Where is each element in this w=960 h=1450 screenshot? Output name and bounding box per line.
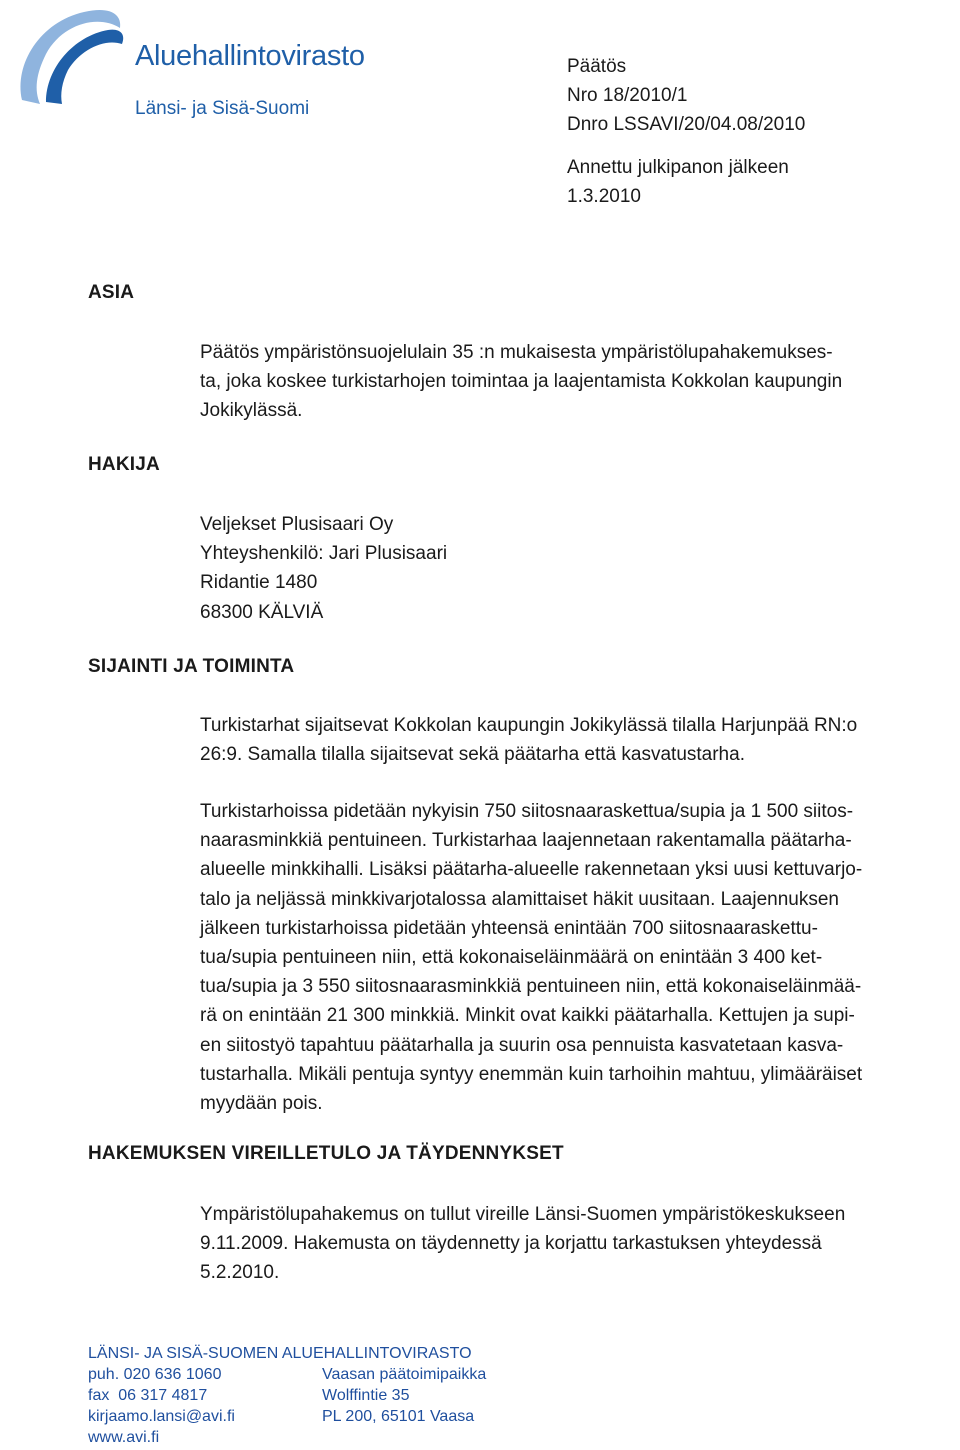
applicant-name: Veljekset Plusisaari Oy bbox=[200, 514, 394, 535]
decision-type: Päätös bbox=[567, 56, 627, 77]
footer-postal: PL 200, 65101 Vaasa bbox=[322, 1408, 475, 1425]
text-line: en siitostyö tapahtuu päätarhalla ja suurin osa pennuista kasvatetaan kasva- bbox=[200, 1034, 844, 1056]
sijainti-para-2 bbox=[200, 797, 958, 1118]
footer-street: Wolffintie 35 bbox=[322, 1387, 410, 1404]
text-line: Turkistarhat sijaitsevat Kokkolan kaupungin Jokikylässä tilalla Harjunpää RN:o bbox=[200, 715, 858, 736]
text-line: 5.2.2010. bbox=[200, 1262, 280, 1284]
heading-asia: ASIA bbox=[88, 282, 135, 303]
avi-logo-icon bbox=[10, 4, 135, 124]
sijainti-para-1 bbox=[200, 711, 958, 769]
footer-phone: puh. 020 636 1060 bbox=[88, 1366, 222, 1383]
text-line: tua/supia pentuineen niin, että kokonaiseläinmäärä on enintään 3 400 ket- bbox=[200, 947, 823, 969]
text-line: Jokikylässä. bbox=[200, 400, 303, 422]
decision-number: Nro 18/2010/1 bbox=[567, 85, 688, 106]
text-line: ta, joka koskee turkistarhojen toimintaa ja laajentamista Kokkolan kaupungin bbox=[200, 371, 843, 393]
text-line: 9.11.2009. Hakemusta on täydennetty ja korjattu tarkastuksen yhteydessä bbox=[200, 1233, 822, 1255]
text-line: myydään pois. bbox=[200, 1093, 323, 1115]
footer-fax: fax 06 317 4817 bbox=[88, 1387, 208, 1404]
asia-text bbox=[200, 338, 958, 426]
applicant-street: Ridantie 1480 bbox=[200, 572, 318, 594]
hakemus-text bbox=[200, 1200, 958, 1288]
decision-dnro: Dnro LSSAVI/20/04.08/2010 bbox=[567, 114, 806, 135]
text-line: tustarhalla. Mikäli pentuja syntyy enemmän kuin tarhoihin mahtuu, ylimääräiset bbox=[200, 1063, 863, 1085]
logo-name: Aluehallintovirasto bbox=[135, 40, 365, 72]
text-line: talo ja neljässä minkkivarjotalossa alamittaiset häkit uusitaan. Laajennuksen bbox=[200, 888, 839, 910]
footer-org: LÄNSI- JA SISÄ-SUOMEN ALUEHALLINTOVIRASTO bbox=[88, 1345, 472, 1362]
text-line: Turkistarhoissa pidetään nykyisin 750 siitosnaaraskettua/supia ja 1 500 siitos- bbox=[200, 801, 854, 822]
applicant-postal: 68300 KÄLVIÄ bbox=[200, 601, 324, 623]
text-line: alueelle minkkihalli. Lisäksi päätarha-alueelle rakennetaan yksi uusi kettuvarjo- bbox=[200, 859, 863, 881]
published-date: 1.3.2010 bbox=[567, 186, 641, 207]
footer bbox=[88, 1344, 608, 1444]
footer-website-link[interactable]: www.avi.fi bbox=[88, 1429, 160, 1446]
applicant-contact: Yhteyshenkilö: Jari Plusisaari bbox=[200, 543, 448, 565]
published-note: Annettu julkipanon jälkeen bbox=[567, 157, 789, 178]
heading-hakemus: HAKEMUKSEN VIREILLETULO JA TÄYDENNYKSET bbox=[88, 1143, 564, 1164]
heading-hakija: HAKIJA bbox=[88, 454, 160, 475]
text-line: rä on enintään 21 300 minkkiä. Minkit ovat kaikki päätarhalla. Kettujen ja supi- bbox=[200, 1005, 855, 1027]
text-line: tua/supia ja 3 550 siitosnaarasminkkiä pentuineen niin, että kokonaiseläinmää- bbox=[200, 976, 862, 998]
decision-header bbox=[567, 52, 805, 211]
text-line: Ympäristölupahakemus on tullut vireille Länsi-Suomen ympäristökeskukseen bbox=[200, 1204, 846, 1225]
text-line: jälkeen turkistarhoissa pidetään yhteensä enintään 700 siitosnaaraskettu- bbox=[200, 917, 818, 939]
text-line: 26:9. Samalla tilalla sijaitsevat sekä päätarha että kasvatustarha. bbox=[200, 744, 745, 766]
heading-sijainti: SIJAINTI JA TOIMINTA bbox=[88, 656, 295, 677]
footer-email-link[interactable]: kirjaamo.lansi@avi.fi bbox=[88, 1408, 235, 1425]
logo-region: Länsi- ja Sisä-Suomi bbox=[135, 98, 310, 119]
applicant-address bbox=[200, 510, 958, 627]
text-line: Päätös ympäristönsuojelulain 35 :n mukaisesta ympäristölupahakemukses- bbox=[200, 342, 833, 363]
footer-office: Vaasan päätoimipaikka bbox=[322, 1366, 487, 1383]
text-line: naarasminkkiä pentuineen. Turkistarhaa laajennetaan rakentamalla päätarha- bbox=[200, 830, 852, 852]
